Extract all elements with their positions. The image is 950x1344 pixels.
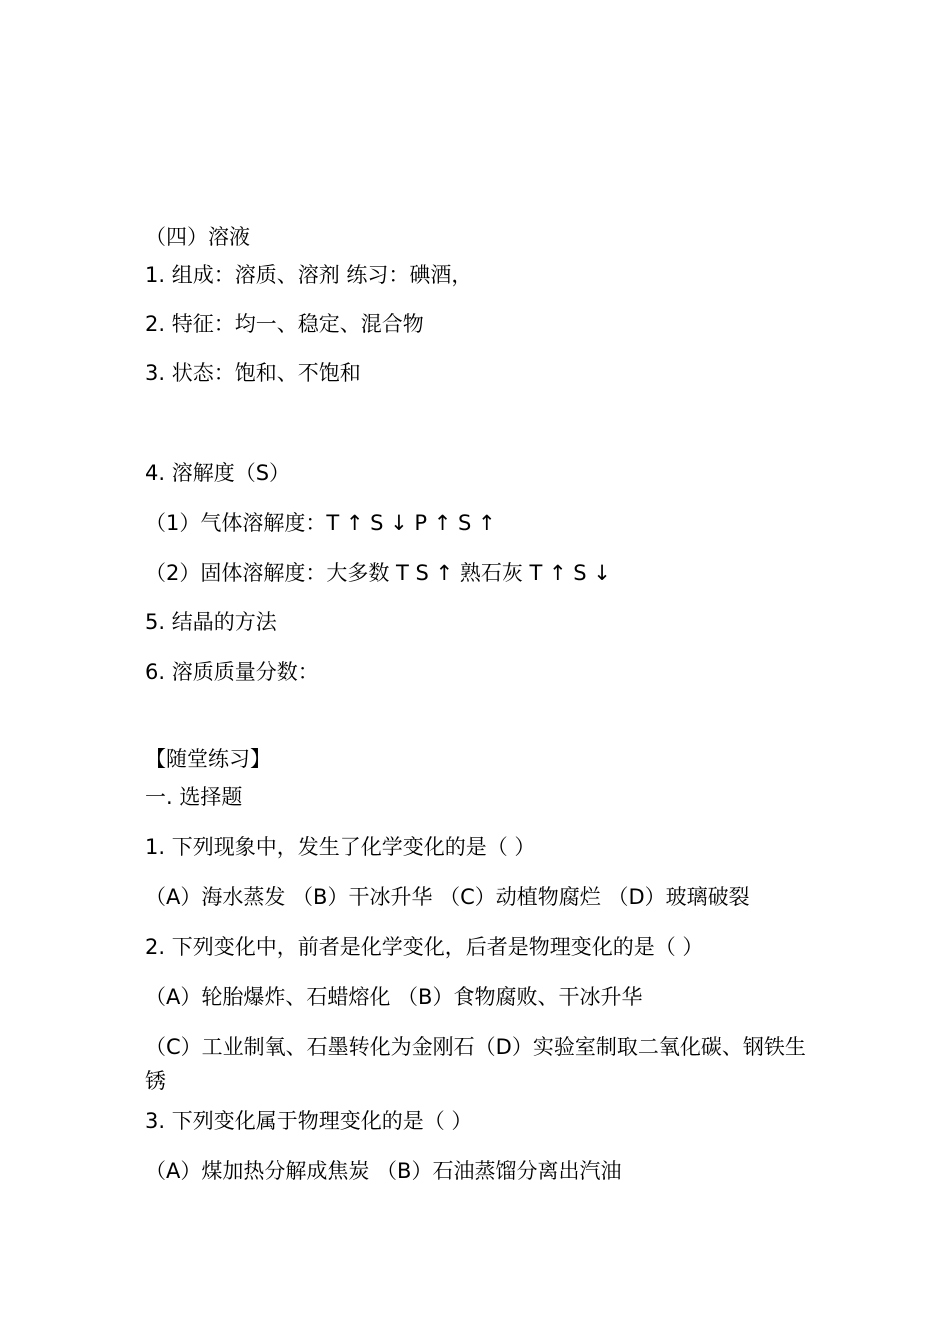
question-2-options-a-b: （A）轮胎爆炸、石蜡熔化 （B）食物腐败、干冰升华 <box>145 985 643 1009</box>
question-3-options-a-b: （A）煤加热分解成焦炭 （B）石油蒸馏分离出汽油 <box>145 1159 622 1183</box>
section-heading: （四）溶液 <box>145 225 250 249</box>
section-item-features: 2. 特征：均一、稳定、混合物 <box>145 312 424 336</box>
question-1: 1. 下列现象中，发生了化学变化的是（ ） <box>145 835 536 859</box>
section-item-gas-solubility: （1）气体溶解度：T ↑ S ↓ P ↑ S ↑ <box>145 511 496 535</box>
section-item-mass-fraction: 6. 溶质质量分数： <box>145 660 319 684</box>
question-3: 3. 下列变化属于物理变化的是（ ） <box>145 1109 473 1133</box>
section-item-solid-solubility: （2）固体溶解度：大多数 T S ↑ 熟石灰 T ↑ S ↓ <box>145 561 611 585</box>
section-item-composition: 1. 组成：溶质、溶剂 练习：碘酒， <box>145 263 473 287</box>
practice-heading: 【随堂练习】 <box>145 747 271 771</box>
question-2: 2. 下列变化中，前者是化学变化，后者是物理变化的是（ ） <box>145 935 704 959</box>
question-2-options-c-d: （C）工业制氧、石墨转化为金刚石（D）实验室制取二氧化碳、钢铁生锈 <box>145 1035 806 1093</box>
question-1-options: （A）海水蒸发 （B）干冰升华 （C）动植物腐烂 （D）玻璃破裂 <box>145 885 750 909</box>
section-item-state: 3. 状态：饱和、不饱和 <box>145 361 361 385</box>
practice-subheading: 一. 选择题 <box>145 785 243 809</box>
section-item-solubility: 4. 溶解度（S） <box>145 461 291 485</box>
section-item-crystallization: 5. 结晶的方法 <box>145 610 277 634</box>
